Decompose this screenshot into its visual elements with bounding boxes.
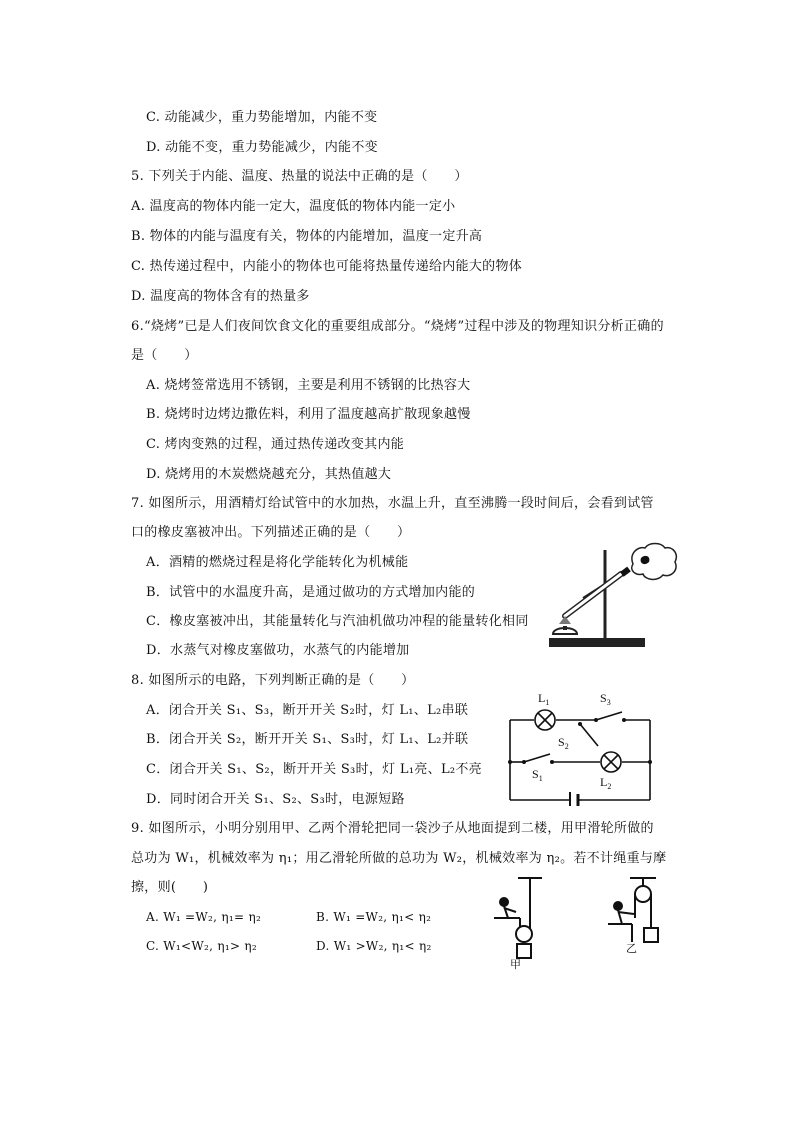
q4-option-d: D. 动能不变，重力势能减少，内能不变	[146, 140, 378, 155]
q8-option-d: D．同时闭合开关 S₁、S₂、S₃时，电源短路	[146, 792, 405, 807]
q6-option-c: C. 烤肉变熟的过程，通过热传递改变其内能	[146, 437, 405, 452]
circuit-diagram	[500, 688, 670, 806]
label-yi: 乙	[626, 942, 637, 955]
q5-option-a: A. 温度高的物体内能一定大，温度低的物体内能一定小	[131, 199, 456, 214]
label-jia: 甲	[510, 958, 521, 970]
q9-option-c: C. W₁<W₂, η₁> η₂	[146, 939, 258, 953]
q9-option-a: A. W₁ =W₂, η₁= η₂	[146, 910, 262, 924]
q7-stem-line2: 口的橡皮塞被冲出。下列描述正确的是（ ）	[131, 525, 411, 540]
q8-option-b: B．闭合开关 S₂，断开开关 S₁、S₃时，灯 L₁、L₂并联	[146, 732, 469, 747]
q6-option-a: A. 烧烤签常选用不锈钢，主要是利用不锈钢的比热容大	[146, 378, 471, 393]
switch-s1-blade	[524, 754, 550, 762]
stand-base	[549, 638, 645, 647]
label-l1: $L_1$	[538, 691, 550, 707]
q9-option-d: D. W₁ >W₂, η₁< η₂	[316, 939, 432, 953]
q8-option-a: A．闭合开关 S₁、S₃，断开开关 S₂时，灯 L₁、L₂串联	[146, 703, 469, 718]
q5-option-d: D. 温度高的物体含有的热量多	[131, 289, 310, 304]
pulley-jia	[494, 878, 542, 958]
q6-option-b: B. 烧烤时边烤边撒佐料，利用了温度越高扩散现象越慢	[146, 407, 471, 422]
q5-stem: 5. 下列关于内能、温度、热量的说法中正确的是（ ）	[131, 169, 468, 184]
flame	[559, 616, 571, 624]
q7-option-c: C．橡皮塞被冲出，其能量转化与汽油机做功冲程的能量转化相同	[146, 614, 529, 629]
q7-option-d: D．水蒸气对橡皮塞做功，水蒸气的内能增加	[146, 643, 410, 658]
q7-stem-line1: 7. 如图所示，用酒精灯给试管中的水加热，水温上升，直至沸腾一段时间后，会看到试管	[131, 496, 654, 511]
test-tube-heating-figure	[545, 542, 680, 652]
label-s1: $S_1$	[532, 767, 543, 783]
q8-option-c: C．闭合开关 S₁、S₂，断开开关 S₃时，灯 L₁亮、L₂不亮	[146, 762, 482, 777]
label-s3: $S_3$	[600, 691, 611, 707]
q9-stem-line2: 总功为 W₁，机械效率为 η₁；用乙滑轮所做的总功为 W₂，机械效率为 η₂。若不计绳重与摩	[131, 851, 667, 866]
q5-option-b: B. 物体的内能与温度有关，物体的内能增加，温度一定升高	[131, 229, 483, 244]
pulley-yi	[608, 878, 658, 942]
q6-stem-line2: 是（ ）	[131, 348, 198, 363]
q6-option-d: D. 烧烤用的木炭燃烧越充分，其热值越大	[146, 467, 392, 482]
q7-option-a: A．酒精的燃烧过程是将化学能转化为机械能	[146, 555, 409, 570]
label-l2: $L_2$	[600, 775, 612, 791]
steam-cloud	[632, 544, 677, 580]
switch-s3-blade	[596, 712, 622, 720]
q9-stem-line1: 9. 如图所示，小明分别用甲、乙两个滑轮把同一袋沙子从地面提到二楼，用甲滑轮所做的	[131, 821, 654, 836]
q9-option-b: B. W₁ =W₂, η₁< η₂	[316, 910, 432, 924]
q4-option-c: C. 动能减少，重力势能增加，内能不变	[146, 110, 378, 125]
q6-stem-line1: 6.“烧烤”已是人们夜间饮食文化的重要组成部分。“烧烤”过程中涉及的物理知识分析正确的	[131, 319, 664, 334]
pulley-figures	[490, 872, 675, 970]
switch-s2-blade	[580, 724, 598, 746]
q9-stem-line3: 擦，则( )	[131, 880, 209, 895]
q7-option-b: B．试管中的水温度升高，是通过做功的方式增加内能的	[146, 585, 476, 600]
q5-option-c: C. 热传递过程中，内能小的物体也可能将热量传递给内能大的物体	[131, 259, 523, 274]
label-s2: $S_2$	[558, 735, 569, 751]
q8-stem: 8. 如图所示的电路，下列判断正确的是（ ）	[131, 673, 415, 688]
